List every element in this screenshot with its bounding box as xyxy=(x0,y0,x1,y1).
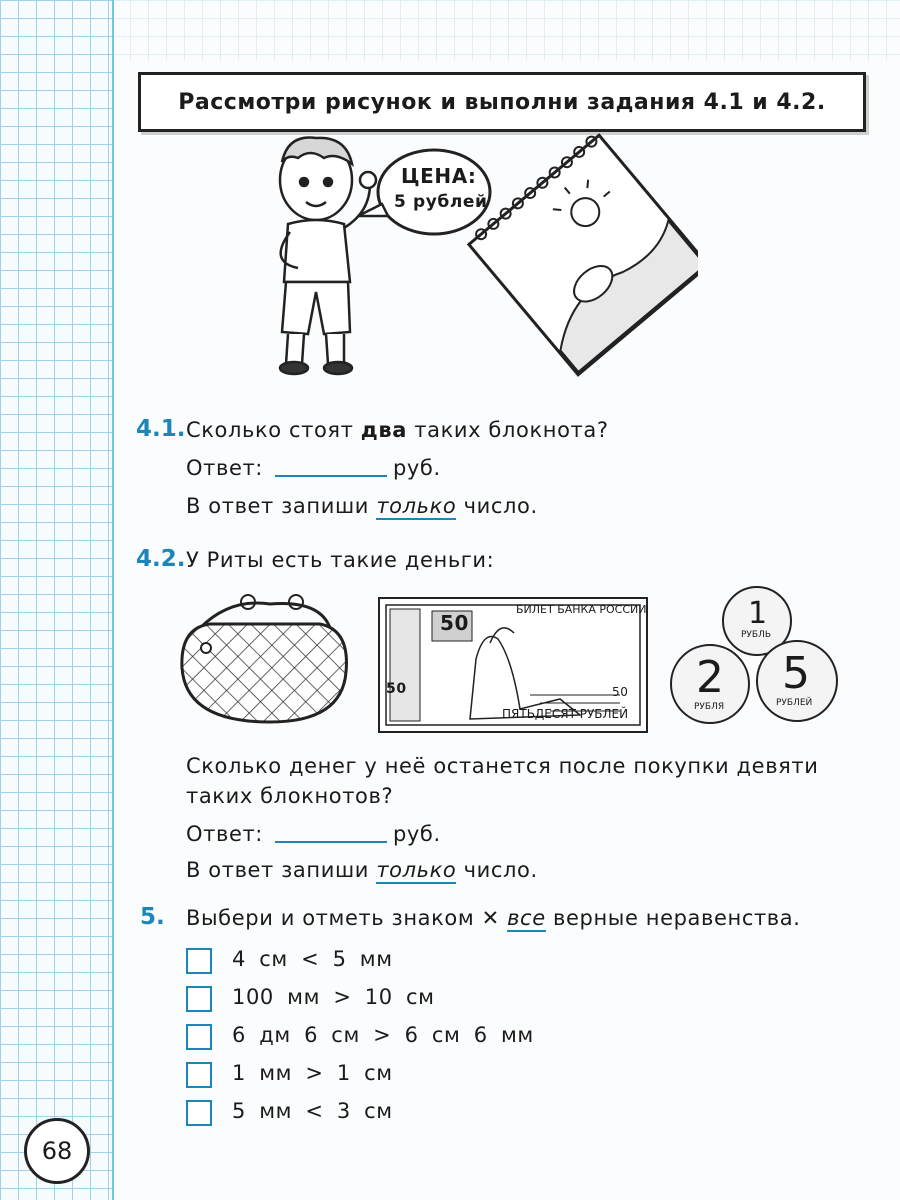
task-5-number: 5. xyxy=(140,904,165,930)
answer-blank-4-2[interactable] xyxy=(275,841,387,843)
coin-5-label: РУБЛЕЙ xyxy=(776,698,813,708)
q-text: Выбери и отметь знаком xyxy=(186,906,475,930)
answer-label: Ответ: xyxy=(186,456,263,480)
task-4-1-question xyxy=(186,418,609,442)
answer-unit: руб. xyxy=(392,456,441,480)
answer-label: Ответ: xyxy=(186,822,263,846)
coin-5 xyxy=(756,640,838,722)
grid-top xyxy=(112,0,900,60)
boy-drawing xyxy=(258,132,698,382)
option-3: 6 дм 6 см > 6 см 6 мм xyxy=(232,1023,534,1047)
task-5-question xyxy=(186,906,801,930)
banknote-value-small: 50 xyxy=(612,685,629,699)
coin-2-value: 2 xyxy=(696,652,725,703)
banknote-value-top: 50 xyxy=(440,611,470,635)
checkbox-option-1[interactable] xyxy=(186,948,212,974)
coin-5-value: 5 xyxy=(782,648,811,699)
note-italic: только xyxy=(376,858,457,882)
q-bold: два xyxy=(360,418,408,442)
checkbox-option-4[interactable] xyxy=(186,1062,212,1088)
task-4-2-note xyxy=(186,858,538,882)
instruction-header: Рассмотри рисунок и выполни задания 4.1 и 4.2. xyxy=(138,72,866,132)
task-4-1-answer-row xyxy=(186,456,441,480)
task-4-2-question-line1: Сколько денег у неё останется после покупки девяти xyxy=(186,754,819,778)
banknote-50 xyxy=(378,597,648,733)
purse-illustration xyxy=(170,588,356,728)
banknote-bank: БИЛЕТ БАНКА РОССИИ xyxy=(516,603,647,616)
purse-icon xyxy=(170,588,356,728)
boy-notebook-illustration xyxy=(258,132,698,382)
q-text-end: таких блокнота? xyxy=(414,418,609,442)
price-label: ЦЕНА: xyxy=(401,164,477,188)
option-4: 1 мм > 1 см xyxy=(232,1061,393,1085)
note-text-end: число. xyxy=(463,858,538,882)
coin-1-value: 1 xyxy=(748,596,768,631)
option-2: 100 мм > 10 см xyxy=(232,985,435,1009)
q-text: Сколько стоят xyxy=(186,418,354,442)
coin-2 xyxy=(670,644,750,724)
q-text-end: верные неравенства. xyxy=(553,906,801,930)
task-4-2-answer-row xyxy=(186,822,441,846)
answer-blank-4-1[interactable] xyxy=(275,475,387,477)
option-1: 4 см < 5 мм xyxy=(232,947,393,971)
task-4-1-note xyxy=(186,494,538,518)
option-5: 5 мм < 3 см xyxy=(232,1099,393,1123)
note-italic: только xyxy=(376,494,457,518)
checkbox-option-5[interactable] xyxy=(186,1100,212,1126)
coin-2-label: РУБЛЯ xyxy=(694,702,725,712)
checkbox-option-3[interactable] xyxy=(186,1024,212,1050)
task-4-2-question-line2: таких блокнотов? xyxy=(186,784,394,808)
cross-mark-icon: ✕ xyxy=(481,906,500,930)
page-number: 68 xyxy=(24,1118,90,1184)
note-text: В ответ запиши xyxy=(186,494,370,518)
task-4-1-number: 4.1. xyxy=(136,416,186,442)
price-value: 5 рублей xyxy=(394,192,488,212)
grid-margin xyxy=(0,0,112,1200)
checkbox-option-2[interactable] xyxy=(186,986,212,1012)
note-text-end: число. xyxy=(463,494,538,518)
banknote-text: ПЯТЬДЕСЯТ РУБЛЕЙ xyxy=(502,707,629,721)
coin-1-label: РУБЛЬ xyxy=(741,630,772,640)
task-4-2-number: 4.2. xyxy=(136,546,186,572)
note-text: В ответ запиши xyxy=(186,858,370,882)
task-4-2-intro: У Риты есть такие деньги: xyxy=(186,548,495,572)
q-italic: все xyxy=(507,906,546,930)
banknote-value-side: 50 xyxy=(386,681,407,697)
margin-line xyxy=(112,0,114,1200)
answer-unit: руб. xyxy=(392,822,441,846)
